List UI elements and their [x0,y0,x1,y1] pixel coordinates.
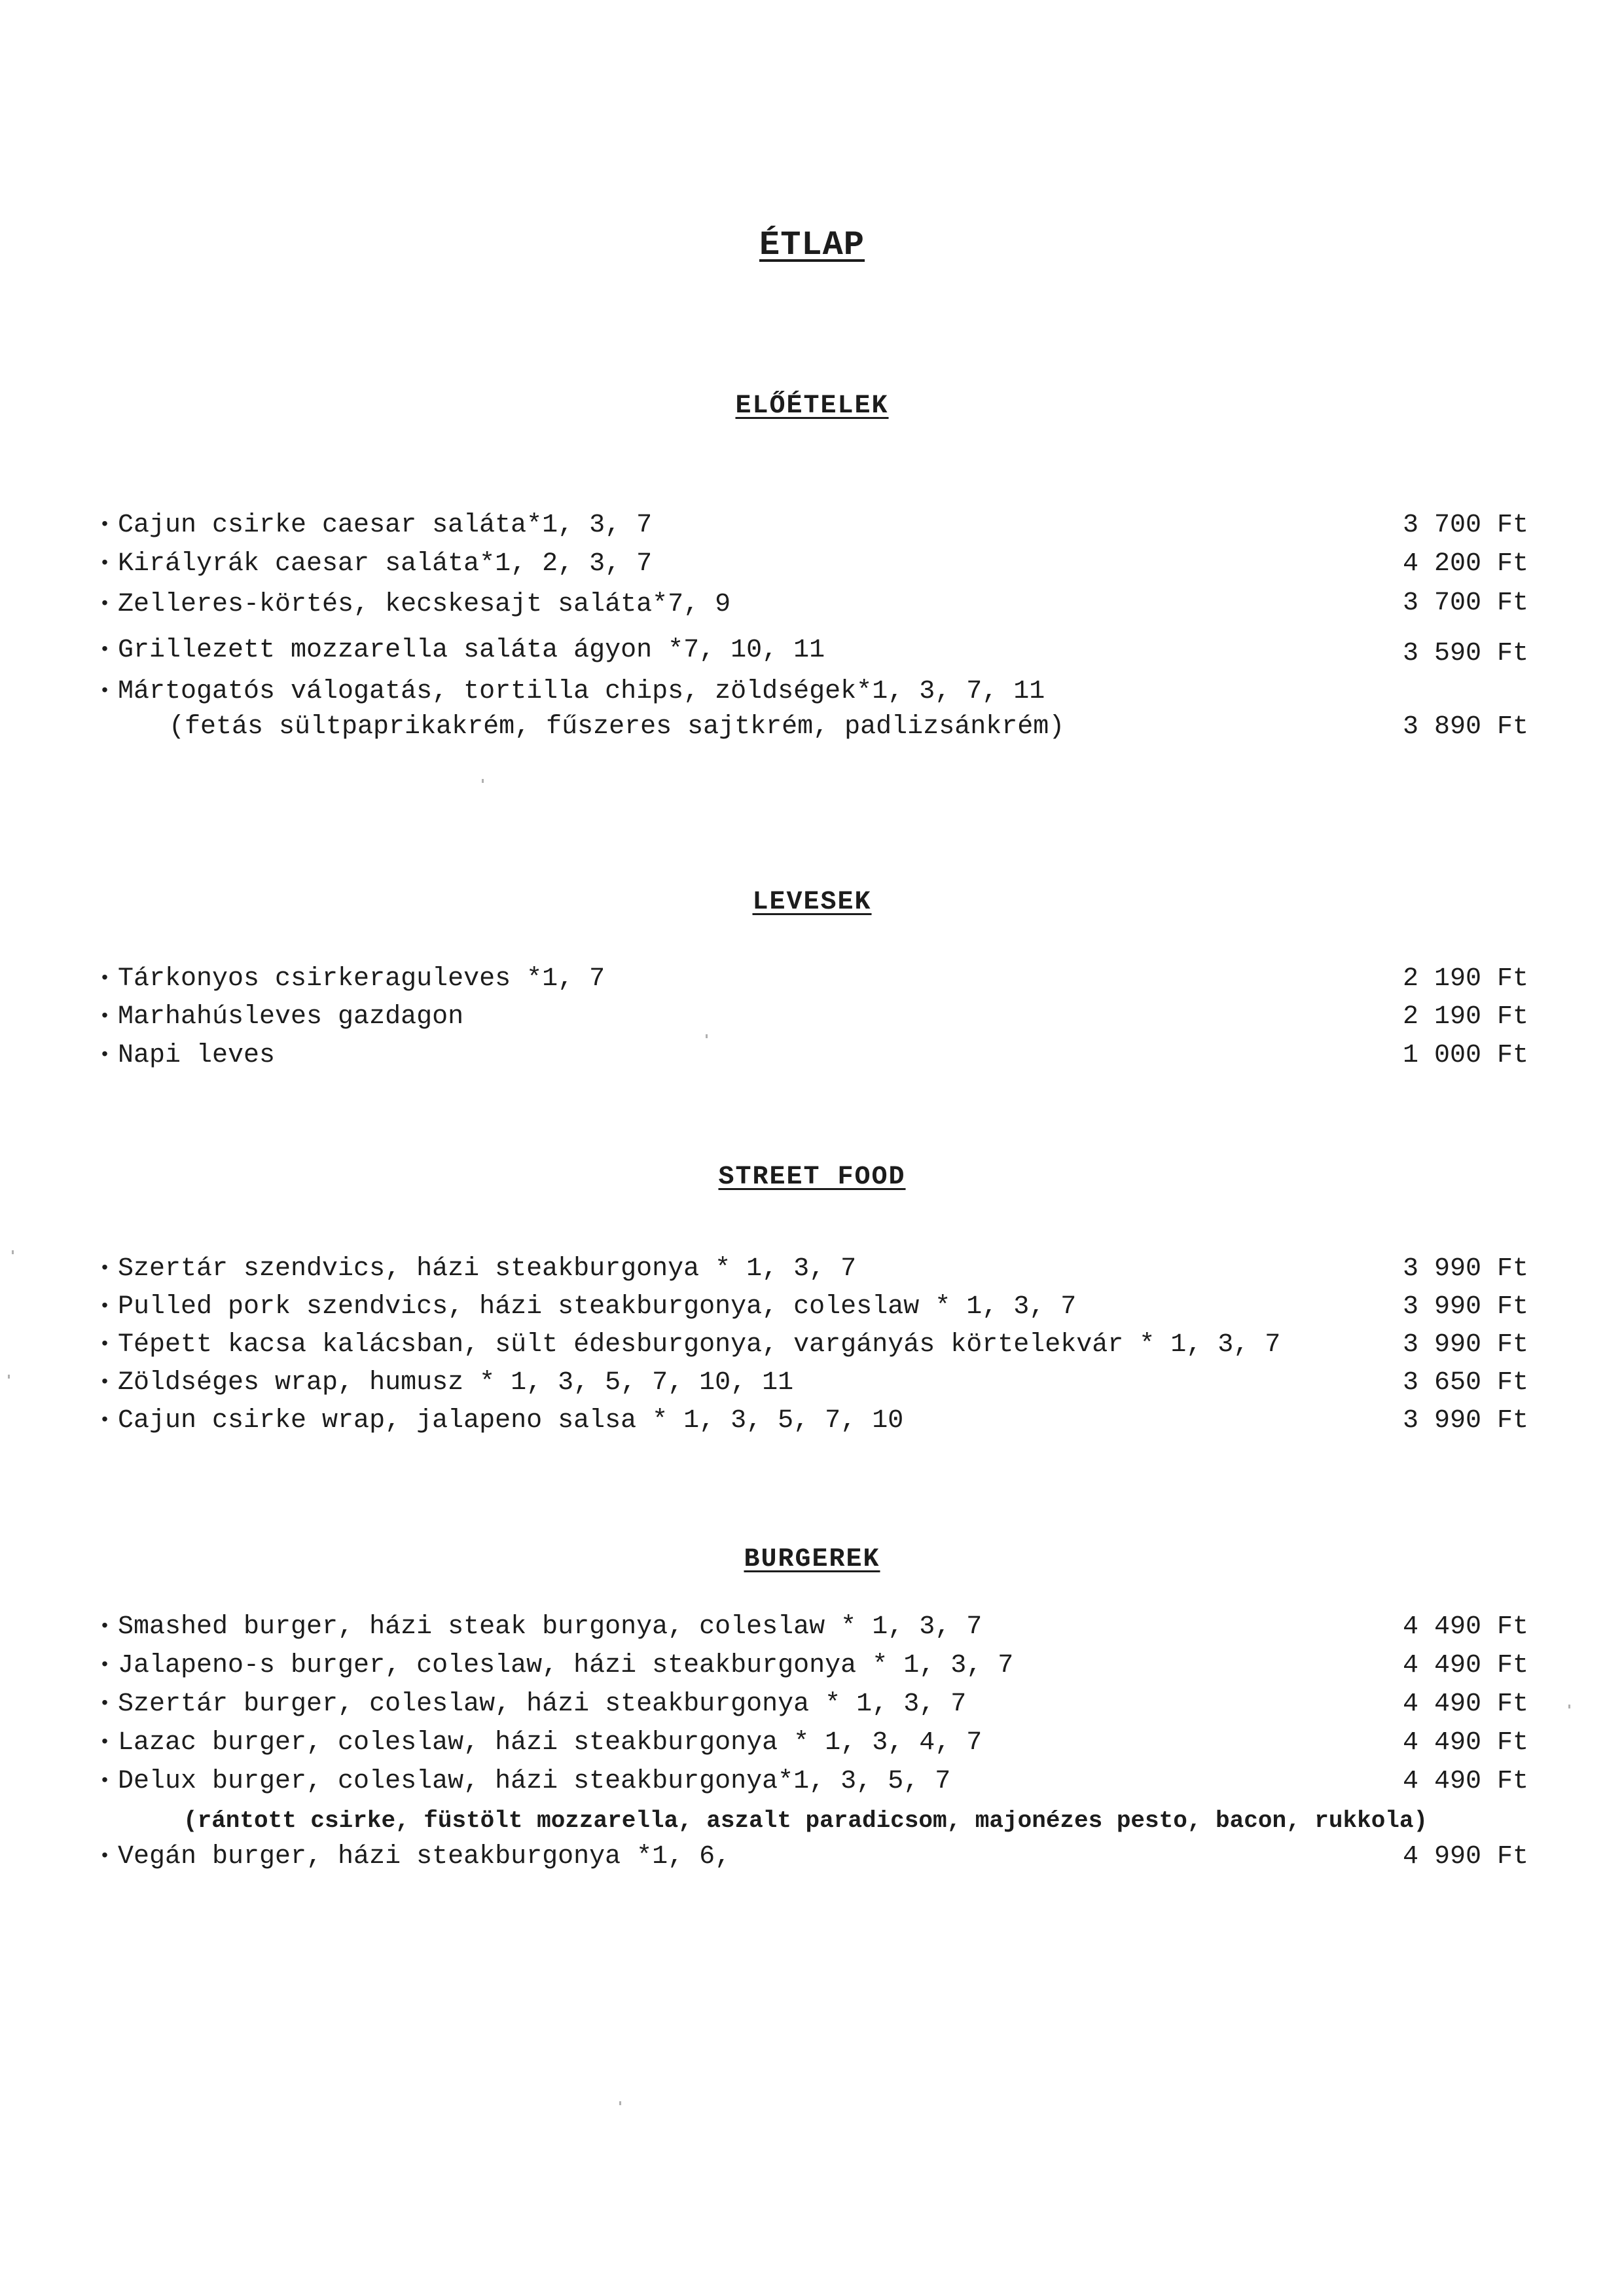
menu-item-name: Tépett kacsa kalácsban, sült édesburgonya, vargányás körtelekvár * 1, 3, 7 [118,1330,1281,1360]
menu-item-price: 4 490 Ft [1402,1690,1528,1719]
bullet-icon: • [99,594,111,615]
menu-item-price: 4 490 Ft [1402,1767,1528,1796]
menu-item-name: Napi leves [118,1041,276,1070]
menu-item [92,1763,1532,1801]
page-title: ÉTLAP [759,226,865,264]
menu-item [92,1037,1532,1075]
scan-speck [482,779,484,783]
menu-item-name: Mártogatós válogatás, tortilla chips, zöldségek*1, 3, 7, 11 [118,677,1045,706]
bullet-icon: • [99,1007,111,1027]
menu-item [92,673,1532,711]
menu-item-price: 1 000 Ft [1402,1041,1528,1070]
menu-item-name: Grillezett mozzarella saláta ágyon *7, 10, 11 [118,636,825,665]
section-heading-eloetelek: ELŐÉTELEK [735,391,889,421]
menu-item-name: Zelleres-körtés, kecskesajt saláta*7, 9 [118,590,731,619]
menu-item-price: 4 490 Ft [1402,1612,1528,1642]
menu-item-price: 2 190 Ft [1402,964,1528,994]
menu-item-price: 4 490 Ft [1402,1728,1528,1758]
menu-item-price: 3 590 Ft [1402,639,1528,668]
menu-item-price: 3 990 Ft [1402,1330,1528,1360]
menu-item-name: Cajun csirke wrap, jalapeno salsa * 1, 3, 5, 7, 10 [118,1406,904,1436]
menu-item [92,1647,1532,1685]
menu-item-name: Lazac burger, coleslaw, házi steakburgonya * 1, 3, 4, 7 [118,1728,983,1758]
menu-item [92,1364,1532,1402]
bullet-icon: • [99,1045,111,1066]
menu-item [92,1608,1532,1646]
menu-item-price: 3 890 Ft [1402,712,1528,742]
scan-speck [619,2101,621,2105]
section-heading-burgerek: BURGEREK [744,1545,880,1574]
menu-item [92,1402,1532,1440]
menu-item-name: Jalapeno-s burger, coleslaw, házi steakburgonya * 1, 3, 7 [118,1651,1014,1680]
menu-item-price: 3 990 Ft [1402,1406,1528,1436]
menu-item-price: 4 490 Ft [1402,1651,1528,1680]
bullet-icon: • [99,1259,111,1279]
bullet-icon: • [99,1733,111,1753]
menu-item-price: 4 200 Ft [1402,549,1528,579]
bullet-icon: • [99,1297,111,1317]
menu-item [92,998,1532,1036]
section-heading-levesek: LEVESEK [752,888,872,917]
menu-item-price: 3 650 Ft [1402,1368,1528,1398]
menu-item-price: 3 990 Ft [1402,1292,1528,1322]
menu-item-name: Zöldséges wrap, humusz * 1, 3, 5, 7, 10, 11 [118,1368,794,1398]
menu-item-name: Szertár burger, coleslaw, házi steakburgonya * 1, 3, 7 [118,1690,967,1719]
menu-item [92,1724,1532,1762]
menu-item [92,1250,1532,1288]
scan-speck [706,1034,708,1038]
menu-item [92,1288,1532,1326]
bullet-icon: • [99,515,111,535]
menu-item [92,586,1532,624]
bullet-icon: • [99,969,111,989]
section-heading-street-food: STREET FOOD [718,1163,906,1192]
menu-item [92,507,1532,545]
bullet-icon: • [99,1847,111,1867]
bullet-icon: • [99,1655,111,1676]
bullet-icon: • [99,640,111,660]
menu-item-note: (rántott csirke, füstölt mozzarella, aszalt paradicsom, majonézes pesto, bacon, rukkola) [183,1807,1428,1834]
bullet-icon: • [99,681,111,702]
bullet-icon: • [99,1335,111,1355]
menu-item [92,1326,1532,1364]
menu-item-price: 3 700 Ft [1402,511,1528,540]
scan-speck [12,1250,14,1254]
bullet-icon: • [99,1694,111,1714]
menu-item-name: Cajun csirke caesar saláta*1, 3, 7 [118,511,653,540]
scan-speck [8,1375,10,1379]
menu-item-name: Királyrák caesar saláta*1, 2, 3, 7 [118,549,653,579]
menu-item-price: 4 990 Ft [1402,1842,1528,1871]
menu-item-name: Pulled pork szendvics, házi steakburgonya, coleslaw * 1, 3, 7 [118,1292,1077,1322]
menu-item-price: 2 190 Ft [1402,1002,1528,1032]
menu-item-price: 3 700 Ft [1402,588,1528,618]
menu-item-name: Marhahúsleves gazdagon [118,1002,464,1032]
bullet-icon: • [99,1617,111,1637]
menu-item-name: Smashed burger, házi steak burgonya, coleslaw * 1, 3, 7 [118,1612,983,1642]
menu-item-name: Tárkonyos csirkeraguleves *1, 7 [118,964,605,994]
bullet-icon: • [99,1411,111,1431]
menu-item [92,1838,1532,1876]
bullet-icon: • [99,554,111,574]
scan-speck [1568,1705,1570,1708]
menu-item [92,545,1532,583]
menu-item-price: 3 990 Ft [1402,1254,1528,1284]
menu-item-name: Delux burger, coleslaw, házi steakburgonya*1, 3, 5, 7 [118,1767,951,1796]
bullet-icon: • [99,1373,111,1393]
menu-item [92,960,1532,998]
menu-item-name: Szertár szendvics, házi steakburgonya * 1, 3, 7 [118,1254,857,1284]
menu-item [92,632,1532,670]
menu-item-name: Vegán burger, házi steakburgonya *1, 6, [118,1842,731,1871]
menu-item-note: (fetás sültpaprikakrém, fűszeres sajtkrém, padlizsánkrém) [169,712,1065,742]
bullet-icon: • [99,1771,111,1792]
menu-item [92,1686,1532,1724]
